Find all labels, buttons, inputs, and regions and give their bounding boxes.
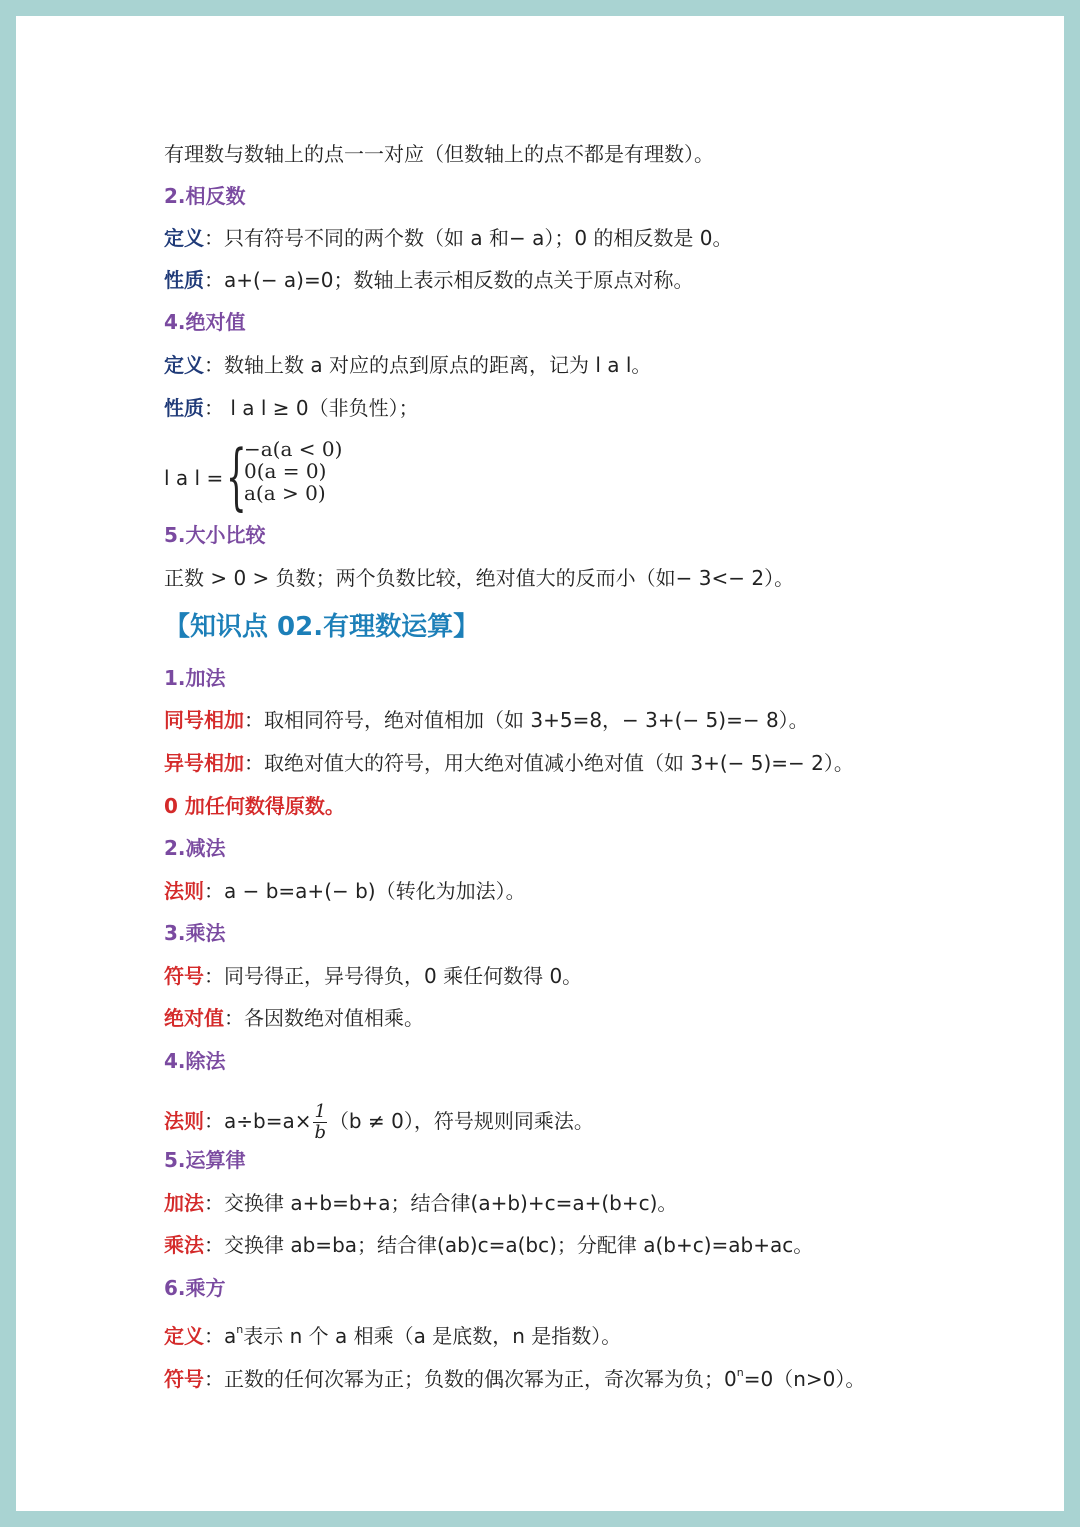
abs-definition	[164, 351, 651, 379]
sign-text: ：同号得正，异号得负，0 乘任何数得 0。	[204, 964, 583, 988]
document-page	[16, 16, 1064, 1511]
case-negative: −a(a < 0)	[244, 437, 343, 461]
exponent-n: n	[736, 1366, 744, 1379]
piecewise-cases	[244, 438, 342, 504]
multiplication-laws-text: ：交换律 ab=ba；结合律(ab)c=a(bc)；分配律 a(b+c)=ab+ac。	[204, 1233, 814, 1257]
heading-power: 6.乘方	[164, 1276, 226, 1300]
property-text: ：a+(− a)=0；数轴上表示相反数的点关于原点对称。	[204, 268, 694, 292]
abs-property	[164, 394, 419, 422]
opposite-property	[164, 266, 693, 294]
label-rule: 法则	[164, 879, 204, 903]
label-property: 性质	[164, 396, 204, 420]
same-sign-text: ：取相同符号，绝对值相加（如 3+5=8，− 3+(− 5)=− 8）。	[244, 708, 809, 732]
rule-text-a: ：a÷b=a×	[204, 1109, 312, 1133]
abs-text: ：各因数绝对值相乘。	[224, 1006, 424, 1030]
label-definition: 定义	[164, 226, 204, 250]
opposite-definition	[164, 224, 733, 252]
label-absolute-value: 绝对值	[164, 1006, 224, 1030]
label-definition: 定义	[164, 1324, 204, 1348]
addition-diff-sign	[164, 749, 854, 777]
power-sign	[164, 1359, 865, 1393]
power-sign-text-a: ：正数的任何次幂为正；负数的偶次幂为正，奇次幂为负；0	[204, 1367, 737, 1391]
label-property: 性质	[164, 268, 204, 292]
label-addition: 加法	[164, 1191, 204, 1215]
piecewise-lhs: l a l =	[164, 466, 224, 490]
multiplication-sign	[164, 962, 582, 990]
exponent-n: n	[236, 1323, 244, 1336]
power-def-text-b: 表示 n 个 a 相乘（a 是底数，n 是指数）。	[243, 1324, 622, 1348]
heading-absolute-value: 4.绝对值	[164, 310, 246, 334]
addition-zero-rule: 0 加任何数得原数。	[164, 794, 345, 818]
addition-same-sign	[164, 706, 809, 734]
definition-text: ：数轴上数 a 对应的点到原点的距离，记为 l a l。	[204, 353, 652, 377]
comparison-text: 正数 > 0 > 负数；两个负数比较，绝对值大的反而小（如− 3<− 2）。	[164, 566, 795, 590]
definition-text: ：只有符号不同的两个数（如 a 和− a）；0 的相反数是 0。	[204, 226, 733, 250]
heading-subtraction: 2.减法	[164, 836, 226, 860]
heading-laws: 5.运算律	[164, 1148, 246, 1172]
heading-multiplication: 3.乘法	[164, 921, 226, 945]
heading-addition: 1.加法	[164, 666, 226, 690]
case-zero: 0(a = 0)	[244, 459, 327, 483]
rule-text: ：a − b=a+(− b)（转化为加法）。	[204, 879, 526, 903]
property-text: ： l a l ≥ 0（非负性）；	[204, 396, 419, 420]
diff-sign-text: ：取绝对值大的符号，用大绝对值减小绝对值（如 3+(− 5)=− 2）。	[244, 751, 854, 775]
rule-text-b: （b ≠ 0），符号规则同乘法。	[328, 1109, 594, 1133]
heading-opposite-numbers: 2.相反数	[164, 184, 246, 208]
label-same-sign: 同号相加	[164, 708, 244, 732]
label-sign: 符号	[164, 1367, 204, 1391]
text-line-correspondence: 有理数与数轴上的点一一对应（但数轴上的点不都是有理数）。	[164, 142, 714, 166]
fraction-one-over-b	[313, 1102, 326, 1143]
label-diff-sign: 异号相加	[164, 751, 244, 775]
fraction-denominator: b	[314, 1122, 326, 1143]
laws-addition	[164, 1189, 677, 1217]
power-def-text-a: ：a	[204, 1324, 237, 1348]
heading-division: 4.除法	[164, 1049, 226, 1073]
subtraction-rule	[164, 877, 526, 905]
label-multiplication: 乘法	[164, 1233, 204, 1257]
section-title: 【知识点 02.有理数运算】	[164, 612, 480, 642]
fraction-numerator: 1	[314, 1101, 326, 1122]
addition-laws-text: ：交换律 a+b=b+a；结合律(a+b)+c=a+(b+c)。	[204, 1191, 678, 1215]
case-positive: a(a > 0)	[244, 481, 326, 505]
left-brace: {	[226, 434, 247, 518]
division-rule	[164, 1096, 594, 1146]
power-definition	[164, 1316, 621, 1350]
label-definition: 定义	[164, 353, 204, 377]
heading-comparison: 5.大小比较	[164, 523, 266, 547]
multiplication-abs	[164, 1004, 424, 1032]
label-rule: 法则	[164, 1109, 204, 1133]
label-sign: 符号	[164, 964, 204, 988]
laws-multiplication	[164, 1231, 813, 1259]
power-sign-text-b: =0（n>0）。	[743, 1367, 866, 1391]
